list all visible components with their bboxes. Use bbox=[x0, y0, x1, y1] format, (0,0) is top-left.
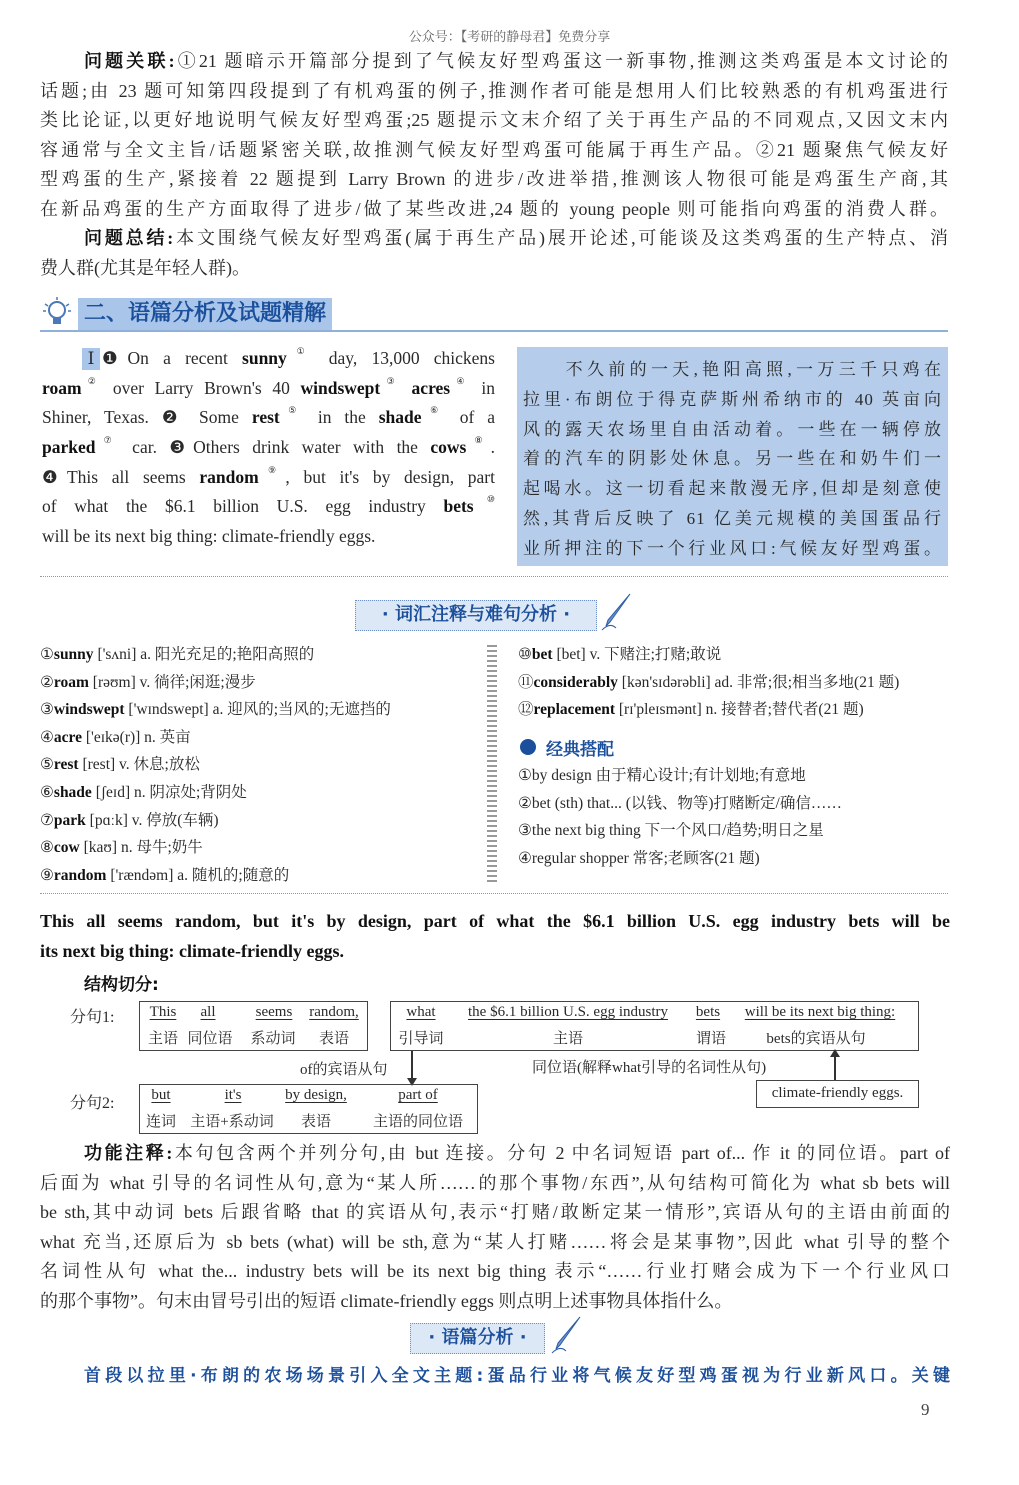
clause2-label: 分句2: bbox=[70, 1095, 115, 1112]
function-note bbox=[40, 1139, 950, 1316]
text-line bbox=[42, 433, 495, 463]
divider bbox=[40, 576, 948, 577]
footnote-marker: ⑦ bbox=[95, 435, 120, 446]
lightbulb-icon bbox=[40, 296, 74, 330]
text-segment: of what the $6.1 billion U.S. egg industry bbox=[42, 496, 444, 517]
text-line bbox=[40, 1257, 950, 1287]
text-line bbox=[40, 779, 485, 807]
text-line bbox=[40, 669, 485, 697]
bold-term: roam bbox=[42, 377, 82, 398]
footnote-marker: ⑨ bbox=[258, 464, 286, 475]
text-segment: in the bbox=[304, 407, 379, 428]
role: 主语的同位语 bbox=[372, 1114, 463, 1130]
text-line bbox=[40, 77, 948, 107]
text-line bbox=[40, 136, 948, 166]
text-segment: ⑤ bbox=[40, 756, 54, 774]
intro-paragraph bbox=[40, 47, 948, 283]
text-segment: over Larry Brown's 40 bbox=[102, 377, 301, 398]
bold-term: 问题关联: bbox=[84, 51, 175, 71]
text-line bbox=[40, 834, 485, 862]
text-segment: of a bbox=[446, 407, 495, 428]
text-line bbox=[518, 669, 950, 697]
footnote-marker: ⑥ bbox=[421, 405, 447, 416]
text-line bbox=[523, 385, 942, 415]
text-segment: in bbox=[470, 377, 495, 398]
text-line bbox=[42, 344, 495, 374]
text-segment: 容通常与全文主旨/话题紧密关联,故推测气候友好型鸡蛋可能属于再生产品。②21 题聚焦气候友好 bbox=[40, 139, 948, 160]
text-line bbox=[40, 862, 485, 890]
text-line bbox=[42, 374, 495, 404]
discourse-text: 首段以拉里·布朗的农场场景引入全文主题:蛋品行业将气候友好型鸡蛋视为行业新风口。关键 bbox=[84, 1366, 950, 1386]
text-line bbox=[42, 463, 495, 493]
bold-term: bets bbox=[443, 496, 474, 517]
text-segment: ①21 题暗示开篇部分提到了气候友好型鸡蛋这一新事物,推测这类鸡蛋是本文讨论的 bbox=[174, 51, 948, 71]
passage-paragraph bbox=[42, 344, 495, 552]
bold-term: rest bbox=[53, 756, 79, 774]
of-object-label: of的宾语从句 bbox=[300, 1062, 388, 1078]
text-line bbox=[523, 474, 942, 504]
text-segment: 不久前的一天,艳阳高照,一万三千只鸡在 bbox=[523, 360, 942, 379]
text-line bbox=[40, 937, 950, 967]
text-segment: [rest] v. 休息;放松 bbox=[78, 756, 200, 774]
discourse-heading: · 语篇分析 · bbox=[410, 1323, 545, 1354]
text-line bbox=[42, 522, 495, 552]
text-segment: 类比论证,以更好地说明气候友好型鸡蛋;25 题提示文末介绍了关于再生产品的不同观点,又因文末内 bbox=[40, 110, 948, 130]
bold-term: replacement bbox=[533, 701, 616, 719]
word: but bbox=[151, 1087, 171, 1103]
text-line bbox=[523, 504, 942, 534]
text-segment: ④ bbox=[40, 728, 54, 746]
text-segment: its next big thing: climate-friendly eggs. bbox=[40, 940, 344, 961]
word: all bbox=[200, 1004, 216, 1020]
bold-term: cows bbox=[430, 437, 467, 458]
text-segment: ① bbox=[40, 646, 54, 663]
text-segment: ⑨ bbox=[40, 866, 54, 884]
text-segment: [ʃeɪd] n. 阴凉处;背阴处 bbox=[91, 783, 247, 801]
bold-term: random bbox=[199, 466, 259, 487]
arrow-up-icon bbox=[834, 1051, 836, 1080]
text-line bbox=[40, 1228, 950, 1258]
bold-term: cow bbox=[53, 839, 80, 857]
text-segment: ⑩ bbox=[518, 646, 532, 663]
watermark: 公众号：【考研的静母君】免费分享 bbox=[408, 30, 611, 45]
word: will be its next big thing: bbox=[744, 1004, 896, 1020]
clause1-label: 分句1: bbox=[70, 1009, 115, 1026]
text-segment: 着的汽车的阴影处休息。另一些在和奶牛们一 bbox=[523, 449, 942, 469]
text-line bbox=[40, 907, 950, 937]
text-segment: ⑥ bbox=[40, 783, 54, 801]
text-line bbox=[518, 817, 950, 845]
text-segment: 名词性从句 what the... industry bets will be its next big thing 表示“……行业打赌会成为下一个行业风口 bbox=[40, 1261, 950, 1281]
text-line bbox=[523, 355, 942, 385]
text-segment: 风的露天农场里自由活动着。一些在一辆停放 bbox=[523, 419, 942, 439]
text-line bbox=[523, 415, 942, 445]
text-segment: ❹This all seems bbox=[42, 466, 200, 487]
text-line bbox=[40, 1139, 950, 1169]
text-segment: This all seems random, but it's by design, part of what the $6.1 billion U.S. egg industry bets will be bbox=[40, 911, 950, 931]
vocab-list-right bbox=[518, 641, 950, 724]
text-segment: ①by design 由于精心设计;有计划地;有意地 bbox=[518, 767, 806, 784]
bullet-icon bbox=[520, 739, 536, 755]
section-header bbox=[40, 296, 948, 332]
divider bbox=[40, 893, 948, 894]
text-line bbox=[40, 807, 485, 835]
text-line bbox=[523, 444, 942, 474]
collocations-title: 经典搭配 bbox=[546, 739, 614, 760]
role: 连词 bbox=[145, 1114, 176, 1130]
bold-term: acre bbox=[53, 728, 83, 746]
text-line bbox=[40, 751, 485, 779]
text-segment: [bet] v. 下赌注;打赌;敢说 bbox=[552, 646, 722, 663]
role: 表语 bbox=[300, 1114, 331, 1130]
text-line bbox=[40, 641, 485, 669]
clause1-subject-box bbox=[139, 1001, 368, 1051]
word: it's bbox=[224, 1087, 242, 1103]
bold-term: sunny bbox=[242, 348, 287, 368]
key-sentence bbox=[40, 907, 950, 966]
text-segment: 然,其背后反映了 61 亿美元规模的美国蛋品行 bbox=[523, 508, 942, 528]
text-line bbox=[518, 641, 950, 669]
role: 谓语 bbox=[695, 1031, 726, 1047]
text-segment: ⑪ bbox=[518, 673, 534, 691]
bold-term: random bbox=[53, 866, 107, 884]
text-segment: [pɑːk] v. 停放(车辆) bbox=[85, 811, 219, 829]
footnote-marker: ⑧ bbox=[466, 435, 491, 446]
collocations-header bbox=[520, 734, 614, 760]
bold-term: windswept bbox=[300, 377, 381, 398]
text-line bbox=[40, 1198, 950, 1228]
text-line bbox=[42, 403, 495, 433]
text-segment: will be its next big thing: climate-friendly eggs. bbox=[42, 526, 376, 547]
word: by design, bbox=[285, 1087, 347, 1103]
text-segment: ② bbox=[40, 673, 54, 691]
text-segment: ④regular shopper 常客;老顾客(21 题) bbox=[518, 849, 760, 867]
text-segment: ⑦ bbox=[40, 811, 54, 829]
text-line bbox=[40, 195, 948, 225]
text-line bbox=[40, 165, 948, 195]
text-line bbox=[518, 696, 950, 724]
word: seems bbox=[255, 1004, 293, 1020]
text-segment: ⑧ bbox=[40, 839, 54, 857]
text-segment: 本文围绕气候友好型鸡蛋(属于再生产品)展开论述,可能谈及这类鸡蛋的生产特点、消 bbox=[173, 228, 948, 248]
text-segment: 话题;由 23 题可知第四段提到了有机鸡蛋的例子,推测作者可能是想用人们比较熟悉的有机鸡蛋进行 bbox=[40, 80, 948, 101]
text-segment: ['rændəm] a. 随机的;随意的 bbox=[106, 866, 290, 884]
footnote-marker: ⑩ bbox=[473, 494, 495, 505]
bold-term: 功能注释: bbox=[84, 1143, 173, 1163]
footnote-marker: ④ bbox=[450, 375, 471, 386]
text-segment: Shiner, Texas. ❷ Some bbox=[42, 407, 252, 428]
word: This bbox=[149, 1004, 177, 1020]
word: bets bbox=[695, 1004, 721, 1020]
footnote-marker: ② bbox=[81, 375, 103, 386]
text-segment: 的那个事物”。句末由冒号引出的短语 climate-friendly eggs 则点明上述事物具体指什么。 bbox=[40, 1290, 733, 1311]
text-line bbox=[40, 696, 485, 724]
text-line bbox=[40, 106, 948, 136]
bold-term: shade bbox=[53, 783, 92, 801]
text-segment: ③ bbox=[40, 701, 54, 719]
text-segment: ②bet (sth) that... (以钱、物等)打赌断定/确信…… bbox=[518, 794, 842, 812]
role: 表语 bbox=[318, 1031, 349, 1047]
clause2-box bbox=[139, 1084, 478, 1134]
text-segment: day, 13,000 chickens bbox=[314, 348, 495, 368]
arrow-down-icon bbox=[411, 1051, 413, 1084]
text-segment: . bbox=[490, 437, 495, 458]
translation-box bbox=[517, 347, 948, 566]
text-line bbox=[40, 224, 948, 254]
text-segment: ③the next big thing 下一个风口/趋势;明日之星 bbox=[518, 822, 824, 840]
role: 主语 bbox=[147, 1031, 178, 1047]
collocations-list bbox=[518, 762, 950, 872]
text-segment: car. ❸Others drink water with the bbox=[119, 437, 431, 458]
vocab-heading: · 词汇注释与难句分析 · bbox=[355, 600, 597, 631]
text-segment: [kaʊ] n. 母牛;奶牛 bbox=[79, 839, 203, 857]
structure-title: 结构切分: bbox=[84, 975, 159, 995]
text-line bbox=[40, 724, 485, 752]
text-line bbox=[40, 1287, 950, 1317]
bold-term: park bbox=[53, 811, 86, 829]
text-segment: 型鸡蛋的生产,紧接着 22 题提到 Larry Brown 的进步/改进举措,推测该人物很可能是鸡蛋生产商,其 bbox=[40, 169, 948, 189]
text-line bbox=[40, 1169, 950, 1199]
bold-term: shade bbox=[378, 407, 422, 428]
text-segment: [kən'sɪdərəbli] ad. 非常;很;相当多地(21 题) bbox=[617, 673, 900, 691]
page-number: 9 bbox=[921, 1400, 930, 1419]
what-clause-box bbox=[390, 1001, 919, 1051]
vocab-list-left bbox=[40, 641, 485, 889]
bold-term: sunny bbox=[53, 646, 94, 663]
text-line bbox=[518, 790, 950, 818]
appositive-label: 同位语(解释what引导的名词性从句) bbox=[532, 1060, 767, 1076]
text-segment: be sth,其中动词 bets 后跟省略 that 的宾语从句,表示“打赌/敢断定某一情形”,宾语从句的主语由前面的 bbox=[40, 1202, 950, 1222]
text-segment: [rəʊm] v. 徜徉;闲逛;漫步 bbox=[88, 673, 256, 691]
role: 同位语 bbox=[187, 1031, 233, 1047]
footnote-marker: ③ bbox=[380, 375, 401, 386]
role: bets的宾语从句 bbox=[766, 1031, 866, 1047]
text-segment: ❶On a recent bbox=[102, 348, 243, 368]
text-segment: 业所押注的下一个行业风口:气候友好型鸡蛋。 bbox=[523, 538, 942, 558]
bold-term: bet bbox=[531, 646, 553, 663]
role: 主语+系动词 bbox=[190, 1114, 274, 1130]
passage-lines bbox=[42, 344, 495, 552]
text-segment: , but it's by design, part bbox=[285, 466, 495, 487]
word: random, bbox=[309, 1004, 359, 1020]
bold-term: windswept bbox=[53, 701, 125, 719]
text-line bbox=[518, 762, 950, 790]
word: the $6.1 billion U.S. egg industry bbox=[468, 1004, 668, 1020]
text-segment: 后面为 what 引导的名词性从句,意为“某人所……的那个事物/东西”,从句结构可简化为 what sb bets will bbox=[40, 1172, 950, 1193]
role: 主语 bbox=[552, 1031, 583, 1047]
text-segment: [rɪ'pleɪsmənt] n. 接替者;替代者(21 题) bbox=[615, 701, 864, 719]
text-segment: 费人群(尤其是年轻人群)。 bbox=[40, 257, 250, 278]
text-segment: ['sʌni] a. 阳光充足的;艳阳高照的 bbox=[93, 646, 315, 663]
bold-term: acres bbox=[411, 377, 451, 398]
bold-term: rest bbox=[251, 407, 280, 428]
word: part of bbox=[398, 1087, 438, 1103]
role: 引导词 bbox=[398, 1031, 444, 1047]
text-line bbox=[42, 492, 495, 522]
text-segment: 本句包含两个并列分句,由 but 连接。分句 2 中名词短语 part of... 作 it 的同位语。part of bbox=[172, 1143, 950, 1163]
bold-term: considerably bbox=[533, 673, 618, 691]
text-line bbox=[518, 845, 950, 873]
text-segment: 起喝水。这一切看起来散漫无序,但却是刻意使 bbox=[523, 479, 942, 499]
text-segment: 在新品鸡蛋的生产方面取得了进步/做了某些改进,24 题的 young people 则可能指向鸡蛋的消费人群。 bbox=[40, 198, 948, 219]
text-segment: ⑫ bbox=[518, 701, 534, 719]
bold-term: roam bbox=[53, 673, 89, 691]
text-line bbox=[40, 254, 948, 284]
text-segment: 拉里·布朗位于得克萨斯州希纳市的 40 英亩向 bbox=[523, 389, 942, 409]
climate-friendly-box: climate-friendly eggs. bbox=[756, 1080, 919, 1108]
bold-term: 问题总结: bbox=[84, 228, 174, 248]
text-line bbox=[523, 534, 942, 564]
bold-term: parked bbox=[42, 437, 96, 458]
pen-icon bbox=[600, 592, 634, 632]
footnote-marker: ① bbox=[286, 346, 315, 356]
text-segment: ['wɪndswept] a. 迎风的;当风的;无遮挡的 bbox=[124, 701, 391, 719]
text-line bbox=[40, 47, 948, 77]
role: 系动词 bbox=[250, 1031, 296, 1047]
pen-icon bbox=[550, 1315, 584, 1355]
column-divider bbox=[487, 645, 497, 885]
text-segment: ['eɪkə(r)] n. 英亩 bbox=[82, 728, 191, 746]
footnote-marker: ⑤ bbox=[279, 405, 305, 416]
section-title: 二、语篇分析及试题精解 bbox=[78, 298, 332, 330]
paragraph-number: Ⅰ bbox=[82, 348, 100, 370]
text-segment bbox=[401, 378, 412, 398]
text-segment: what 充当,还原后为 sb bets (what) will be sth,意为“某人打赌……将会是某事物”,因此 what 引导的整个 bbox=[40, 1231, 950, 1252]
word: what bbox=[406, 1004, 436, 1020]
